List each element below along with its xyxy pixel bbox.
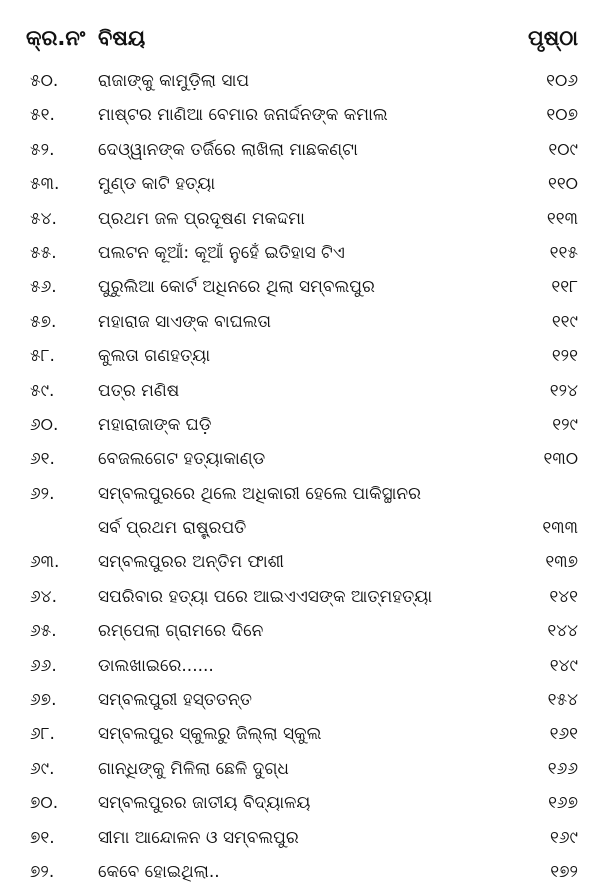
toc-entry-number: ୫୯. xyxy=(30,380,55,401)
toc-entry-title: ଦେଓ୍ୱାନଙ୍କ ତର୍ଜିରେ ଲାଖିଲା ମାଛକଣ୍ଟା xyxy=(98,139,358,160)
toc-entry-number: ୭୦. xyxy=(30,793,59,814)
toc-entry-page: ୧୬୭ xyxy=(548,793,578,814)
toc-entry-title: କୁଲତା ଗଣହତ୍ୟା xyxy=(98,346,211,367)
serial-number-heading: କ୍ର.ନଂ xyxy=(26,26,86,50)
toc-entry-title: ଗାନ୍ଧିଙ୍କୁ ମିଳିଲା ଛେଳି ଦୁଗ୍ଧ xyxy=(98,758,289,779)
toc-entry-page: ୧୪୪ xyxy=(547,621,578,642)
toc-entry-number: ୬୪. xyxy=(30,586,57,607)
toc-entry-page: ୧୬୬ xyxy=(547,758,578,779)
toc-entry-title: ପ୍ରଥମ ଜଳ ପ୍ରଦୂଷଣ ମକଦ୍ଦମା xyxy=(98,208,305,229)
toc-entry-title: ସମ୍ବଲପୁରରେ ଥିଲେ ଅଧିକାରୀ ହେଲେ ପାକିସ୍ଥାନର xyxy=(98,483,421,504)
toc-entry-number: ୬୩. xyxy=(30,552,60,573)
toc-row xyxy=(0,408,600,442)
toc-entry-number: ୬୭. xyxy=(30,690,57,711)
toc-entry-page: ୧୧୦ xyxy=(547,174,578,195)
toc-row xyxy=(0,477,600,546)
toc-entry-number: ୫୮. xyxy=(30,346,55,367)
page-heading: ପୃଷ୍ଠା xyxy=(527,26,578,50)
toc-list xyxy=(0,64,600,889)
subject-heading: ବିଷୟ xyxy=(98,26,146,50)
toc-row xyxy=(0,545,600,579)
toc-entry-page: ୧୧୩ xyxy=(546,208,578,229)
toc-entry-title: ମହାରାଜ ସାଏଙ୍କ ବାଘଲତା xyxy=(98,311,272,332)
toc-entry-number: ୫୫. xyxy=(30,242,57,263)
toc-entry-number: ୬୦. xyxy=(30,414,59,435)
toc-entry-title: ବେଜଲଗେଟ ହତ୍ୟାକାଣ୍ଡ xyxy=(98,449,266,470)
toc-entry-title: ସମ୍ବଲପୁରର ଅନ୍ତିମ ଫାଶୀ xyxy=(98,552,284,573)
toc-entry-page: ୧୩୦ xyxy=(543,449,578,470)
toc-row xyxy=(0,717,600,751)
toc-row xyxy=(0,683,600,717)
toc-row xyxy=(0,442,600,476)
toc-entry-number: ୭୨. xyxy=(30,862,55,882)
toc-row xyxy=(0,855,600,889)
toc-entry-title: ସମ୍ବଲପୁରୀ ହସ୍ତତନ୍ତ xyxy=(98,690,252,711)
toc-entry-title: ମୁଣ୍ଡ କାଟି ହତ୍ୟା xyxy=(98,174,216,195)
toc-header xyxy=(0,26,600,62)
toc-row xyxy=(0,649,600,683)
toc-entry-number: ୫୪. xyxy=(30,208,57,229)
toc-row xyxy=(0,614,600,648)
toc-entry-page: ୧୦୬ xyxy=(546,71,578,91)
toc-entry-page: ୧୪୯ xyxy=(549,655,578,676)
toc-entry-page: ୧୦୭ xyxy=(546,105,578,126)
toc-entry-number: ୫୩. xyxy=(30,174,60,195)
toc-entry-number: ୫୬. xyxy=(30,277,57,298)
toc-entry-title: ପଲଟନ କୂଆଁ: କୂଆଁ ନୁହେଁ ଇତିହାସ ଟିଏ xyxy=(98,242,345,263)
toc-row xyxy=(0,374,600,408)
toc-entry-title: ମହାରାଜାଙ୍କ ଘଡ଼ି xyxy=(98,414,212,435)
toc-entry-page: ୧୨୯ xyxy=(552,414,578,435)
toc-entry-page: ୧୬୯ xyxy=(550,827,578,848)
toc-row xyxy=(0,64,600,98)
toc-entry-page: ୧୫୪ xyxy=(547,690,578,711)
toc-row xyxy=(0,786,600,820)
toc-entry-number: ୬୯. xyxy=(30,758,55,779)
toc-entry-page: ୧୧୫ xyxy=(549,242,578,263)
toc-entry-title: ପତ୍ର ମଣିଷ xyxy=(98,380,180,401)
toc-entry-title: ସପରିବାର ହତ୍ୟା ପରେ ଆଇଏଏସଙ୍କ ଆତ୍ମହତ୍ୟା xyxy=(98,586,433,607)
toc-entry-page: ୧୧୮ xyxy=(551,277,578,298)
toc-entry-number: ୫୭. xyxy=(30,311,57,332)
toc-entry-number: ୬୧. xyxy=(30,449,55,470)
toc-row xyxy=(0,752,600,786)
toc-entry-title: ମାଷ୍ଟର ମାଣିଆ ବେମାର ଜନାର୍ଦ୍ଦନଙ୍କ କମାଲ xyxy=(98,105,388,126)
toc-entry-title: ସମ୍ବଲପୁରର ଜାତୀୟ ବିଦ୍ୟାଳୟ xyxy=(98,793,311,814)
toc-entry-number: ୬୨. xyxy=(30,483,55,504)
toc-row xyxy=(0,270,600,304)
toc-row xyxy=(0,167,600,201)
toc-entry-page: ୧୩୩ xyxy=(542,518,578,539)
toc-entry-title: ପୁରୁଲିଆ କୋର୍ଟ ଅଧିନରେ ଥିଲା ସମ୍ବଲପୁର xyxy=(98,277,375,298)
toc-entry-title: ରାଜାଙ୍କୁ କାମୁଡ଼ିଲା ସାପ xyxy=(98,71,250,91)
toc-entry-page: ୧୧୯ xyxy=(551,311,578,332)
toc-entry-page: ୧୭୨ xyxy=(550,862,578,882)
toc-row xyxy=(0,821,600,855)
toc-row xyxy=(0,236,600,270)
toc-row xyxy=(0,339,600,373)
toc-entry-number: ୫୧. xyxy=(30,105,55,126)
toc-entry-number: ୬୮. xyxy=(30,724,55,745)
toc-row xyxy=(0,202,600,236)
toc-entry-number: ୭୧. xyxy=(30,827,55,848)
toc-entry-page: ୧୦୯ xyxy=(548,139,578,160)
toc-entry-title: ଡାଲଖାଇରେ...... xyxy=(98,655,214,676)
toc-entry-title: ରମ୍ପେଲା ଗ୍ରାମରେ ଦିନେ xyxy=(98,621,264,642)
toc-row xyxy=(0,133,600,167)
toc-entry-page: ୧୨୧ xyxy=(551,346,578,367)
toc-entry-page: ୧୬୧ xyxy=(549,724,578,745)
toc-entry-number: ୫୦. xyxy=(30,71,59,91)
toc-entry-page: ୧୨୪ xyxy=(549,380,578,401)
toc-entry-page: ୧୪୧ xyxy=(549,586,578,607)
toc-entry-title: କେବେ ହୋଇଥିଲା.. xyxy=(98,862,220,882)
toc-entry-title-continued: ସର୍ବ ପ୍ରଥମ ରାଷ୍ଟ୍ରପତି xyxy=(98,518,247,539)
toc-row xyxy=(0,580,600,614)
toc-entry-title: ସୀମା ଆନ୍ଦୋଳନ ଓ ସମ୍ବଲପୁର xyxy=(98,827,299,848)
toc-entry-number: ୬୫. xyxy=(30,621,57,642)
toc-entry-title: ସମ୍ବଲପୁର ସ୍କୁଲରୁ ଜିଲ୍ଲା ସ୍କୁଲ xyxy=(98,724,322,745)
toc-entry-number: ୬୬. xyxy=(30,655,57,676)
toc-entry-number: ୫୨. xyxy=(30,139,55,160)
toc-row xyxy=(0,98,600,132)
toc-entry-page: ୧୩୭ xyxy=(545,552,578,573)
toc-row xyxy=(0,305,600,339)
